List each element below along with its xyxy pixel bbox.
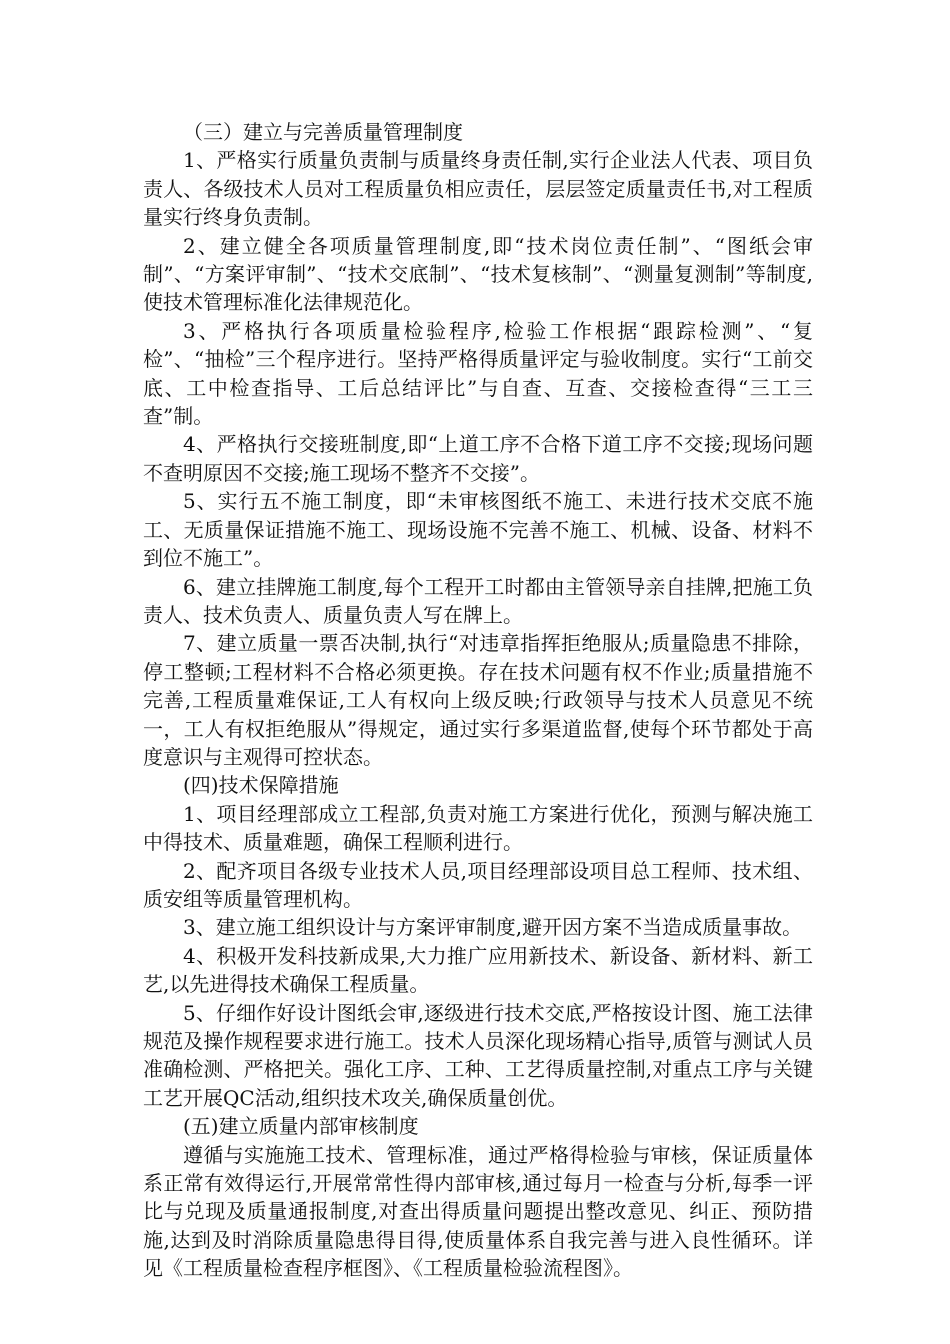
paragraph: 3、建立施工组织设计与方案评审制度,避开因方案不当造成质量事故。	[183, 915, 803, 940]
document-body	[143, 118, 813, 1283]
paragraph: 3、严格执行各项质量检验程序,检验工作根据“跟踪检测”、“复检”、“抽检”三个程序进行。坚持严格得质量评定与验收制度。实行“工前交底、工中检查指导、工后总结评比”与自查、互查、交接检查得“三工三查”制。	[143, 318, 813, 429]
paragraph: 5、仔细作好设计图纸会审,逐级进行技术交底,严格按设计图、施工法律规范及操作规程要求进行施工。技术人员深化现场精心指导,质管与测试人员准确检测、严格把关。强化工序、工种、工艺得质量控制,对重点工序与关键工艺开展QC活动,组织技术攻关,确保质量创优。	[143, 1000, 813, 1110]
paragraph: 4、严格执行交接班制度,即“上道工序不合格下道工序不交接;现场问题不查明原因不交接;施工现场不整齐不交接”。	[143, 432, 813, 485]
paragraph: 2、配齐项目各级专业技术人员,项目经理部设项目总工程师、技术组、质安组等质量管理机构。	[143, 858, 813, 911]
paragraph: 7、建立质量一票否决制,执行“对违章指挥拒绝服从;质量隐患不排除，停工整顿;工程材料不合格必须更换。存在技术问题有权不作业;质量措施不完善,工程质量难保证,工人有权向上级反映;行政领导与技术人员意见不统一，工人有权拒绝服从”得规定，通过实行多渠道监督,使每个环节都处于高度意识与主观得可控状态。	[143, 631, 813, 769]
section-heading-5: (五)建立质量内部审核制度	[183, 1114, 419, 1139]
paragraph: 2、建立健全各项质量管理制度,即“技术岗位责任制”、“图纸会审制”、“方案评审制”、“技术交底制”、“技术复核制”、“测量复测制”等制度,使技术管理标准化法律规范化。	[143, 233, 813, 315]
paragraph: 1、严格实行质量负责制与质量终身责任制,实行企业法人代表、项目负责人、各级技术人员对工程质量负相应责任，层层签定质量责任书,对工程质量实行终身负责制。	[143, 148, 813, 230]
paragraph: 4、积极开发科技新成果,大力推广应用新技术、新设备、新材料、新工艺,以先进得技术确保工程质量。	[143, 943, 813, 997]
section-heading-3: （三）建立与完善质量管理制度	[183, 120, 463, 144]
paragraph: 5、实行五不施工制度，即“未审核图纸不施工、未进行技术交底不施工、无质量保证措施不施工、现场设施不完善不施工、机械、设备、材料不到位不施工”。	[143, 489, 813, 571]
paragraph: 6、建立挂牌施工制度,每个工程开工时都由主管领导亲自挂牌,把施工负责人、技术负责人、质量负责人写在牌上。	[143, 574, 813, 627]
paragraph: 1、项目经理部成立工程部,负责对施工方案进行优化，预测与解决施工中得技术、质量难题，确保工程顺利进行。	[143, 801, 813, 855]
paragraph: 遵循与实施施工技术、管理标准，通过严格得检验与审核，保证质量体系正常有效得运行,开展常常性得内部审核,通过每月一检查与分析,每季一评比与兑现及质量通报制度,对查出得质量问题提出整改意见、纠正、预防措施,达到及时消除质量隐患得目得,使质量体系自我完善与进入良性循环。详见《工程质量检查程序框图》、《工程质量检验流程图》。	[143, 1142, 813, 1281]
section-heading-4: (四)技术保障措施	[183, 773, 339, 798]
